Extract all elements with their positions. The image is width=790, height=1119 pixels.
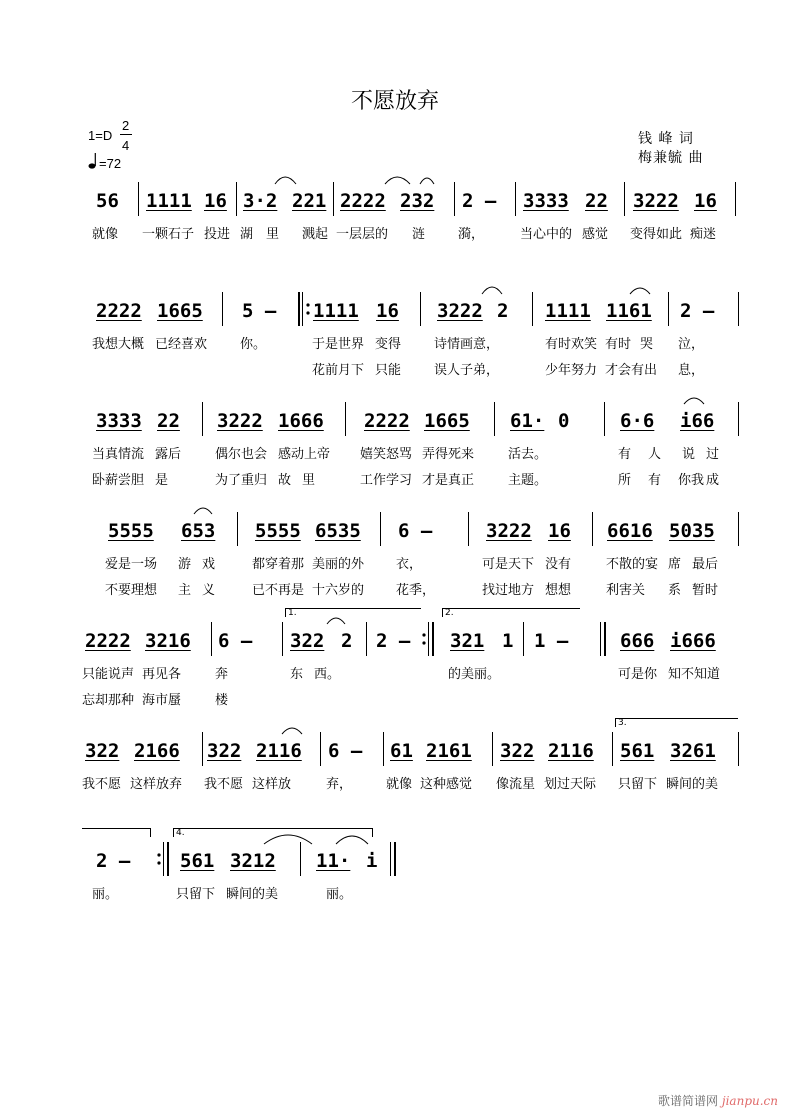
note-group: 16 <box>376 300 399 322</box>
notes-row <box>0 848 790 874</box>
note-group: 2 <box>497 300 509 322</box>
key-signature: 1=D <box>88 128 113 143</box>
note-group: i <box>366 850 378 872</box>
note-group: 6 – <box>218 630 253 652</box>
note-group: 5 – <box>242 300 277 322</box>
lyrics-verse-1: 当真情流 露后 偶尔也会 感动上帝 嬉笑怒骂 弄得死来 活去。 有 人 说 过 <box>92 447 720 462</box>
note-group: 16 <box>694 190 717 212</box>
note-group: 653 <box>181 520 216 542</box>
time-signature-top: 2 <box>122 118 130 133</box>
note-group: 1161 <box>606 300 652 322</box>
note-group: 16 <box>204 190 227 212</box>
slur <box>420 178 434 184</box>
note-group: 3222 <box>437 300 483 322</box>
note-group: 3216 <box>145 630 191 652</box>
note-group: 2 <box>341 630 353 652</box>
note-group: 561 <box>620 740 655 762</box>
note-group: 1665 <box>424 410 470 432</box>
time-signature-bottom: 4 <box>122 138 130 153</box>
composer-credit: 梅兼毓 曲 <box>638 150 704 166</box>
slur <box>275 177 296 184</box>
note-group: 6535 <box>315 520 361 542</box>
slur <box>482 287 502 294</box>
note-group: 2 – <box>96 850 131 872</box>
note-group: 2161 <box>426 740 472 762</box>
note-group: 322 <box>290 630 325 652</box>
note-group: 2 – <box>376 630 411 652</box>
note-group: 2222 <box>85 630 131 652</box>
note-group: 3·2 <box>243 190 278 212</box>
note-group: 6 – <box>328 740 363 762</box>
note-group: 61 <box>390 740 413 762</box>
note-group: 2166 <box>134 740 180 762</box>
slur <box>194 508 212 514</box>
note-group: 5035 <box>669 520 715 542</box>
note-group: 2116 <box>256 740 302 762</box>
slur <box>327 618 345 624</box>
note-group: 221 <box>292 190 327 212</box>
lyrics-verse-1: 我不愿 这样放弃 我不愿 这样放 弃， 就像 这种感觉 像流星 划过天际 只留下 瞬间的美 <box>82 777 719 792</box>
notes-row <box>0 628 790 654</box>
note-group: 5555 <box>255 520 301 542</box>
note-group: 2222 <box>364 410 410 432</box>
song-title: 不愿放弃 <box>350 89 439 114</box>
note-group: 3212 <box>230 850 276 872</box>
lyrics-verse-1: 只能说声 再见各 奔 东 西。 的美丽。 可是你 知不知道 <box>82 667 721 682</box>
note-group: 3333 <box>523 190 569 212</box>
note-group: 561 <box>180 850 215 872</box>
note-group: 6 – <box>398 520 433 542</box>
repeat-end-dots <box>157 842 161 876</box>
tempo-marking: =72 <box>99 156 122 171</box>
note-group: 1111 <box>545 300 591 322</box>
note-group: 322 <box>85 740 120 762</box>
note-group: 3261 <box>670 740 716 762</box>
repeat-end-dots <box>422 622 426 656</box>
note-group: 6616 <box>607 520 653 542</box>
slur <box>385 177 410 184</box>
note-group: 1111 <box>146 190 192 212</box>
note-group: 321 <box>450 630 485 652</box>
note-group: 0 <box>558 410 570 432</box>
lyrics-verse-1: 我想大概 已经喜欢 你。 于是世界 变得 诗情画意， 有时欢笑 有时 哭 泣， <box>92 337 705 352</box>
notes-row <box>0 298 790 324</box>
site-watermark: 歌谱简谱网 jianpu.cn <box>658 1094 778 1108</box>
note-group: 2 – <box>462 190 497 212</box>
note-group: 1665 <box>157 300 203 322</box>
notes-row <box>0 738 790 764</box>
note-group: 56 <box>96 190 119 212</box>
lyrics-verse-2: 忘却那种 海市蜃 楼 <box>82 693 229 708</box>
slur <box>336 836 368 844</box>
quarter-note-icon <box>88 152 98 174</box>
note-group: i66 <box>680 410 715 432</box>
note-group: 3333 <box>96 410 142 432</box>
note-group: 5555 <box>108 520 154 542</box>
note-group: 22 <box>157 410 180 432</box>
note-group: 666 <box>620 630 655 652</box>
slur <box>684 398 704 404</box>
note-group: 1111 <box>313 300 359 322</box>
repeat-start-dots <box>306 292 310 326</box>
volta-2: 2. <box>442 608 580 617</box>
lyrics-verse-2: 不要理想 主 义 已不再是 十六岁的 花季， 找过地方 想想 利害关 系 暂时 <box>105 583 719 598</box>
notes-row <box>0 188 790 214</box>
lyricist-credit: 钱 峰 词 <box>638 131 694 147</box>
note-group: 6·6 <box>620 410 655 432</box>
lyrics-verse-2: 花前月下 只能 误人子弟， 少年努力 才会有出 息， <box>312 363 705 378</box>
note-group: 22 <box>585 190 608 212</box>
note-group: 3222 <box>217 410 263 432</box>
note-group: 3222 <box>633 190 679 212</box>
note-group: 1 <box>502 630 514 652</box>
slur <box>630 288 650 294</box>
notes-row <box>0 408 790 434</box>
lyrics-verse-2: 卧薪尝胆 是 为了重归 故 里 工作学习 才是真正 主题。 所 有 你我 成 <box>92 473 720 488</box>
note-group: 2222 <box>340 190 386 212</box>
notes-row <box>0 518 790 544</box>
volta-4: 4. <box>173 828 373 837</box>
lyrics-verse-1: 爱是一场 游 戏 都穿着那 美丽的外 衣， 可是天下 没有 不散的宴 席 最后 <box>105 557 719 572</box>
note-group: 16 <box>548 520 571 542</box>
lyrics-verse-1: 就像 一颗石子 投进 湖 里 溅起 一层层的 涟 漪， 当心中的 感觉 变得如此 痴迷 <box>92 227 717 242</box>
note-group: 322 <box>207 740 242 762</box>
volta-3: 3. <box>615 718 738 727</box>
note-group: 322 <box>500 740 535 762</box>
volta-1: 1. <box>285 608 421 617</box>
note-group: 61· <box>510 410 545 432</box>
slur <box>282 728 302 734</box>
note-group: 2222 <box>96 300 142 322</box>
lyrics-verse-1: 丽。 只留下 瞬间的美 丽。 <box>92 887 353 902</box>
note-group: 2 – <box>680 300 715 322</box>
note-group: 1666 <box>278 410 324 432</box>
note-group: i666 <box>670 630 716 652</box>
time-signature-line <box>120 134 132 135</box>
volta-3-continuation <box>82 828 151 837</box>
note-group: 1 – <box>534 630 569 652</box>
note-group: 2116 <box>548 740 594 762</box>
note-group: 232 <box>400 190 435 212</box>
note-group: 11· <box>316 850 351 872</box>
note-group: 3222 <box>486 520 532 542</box>
